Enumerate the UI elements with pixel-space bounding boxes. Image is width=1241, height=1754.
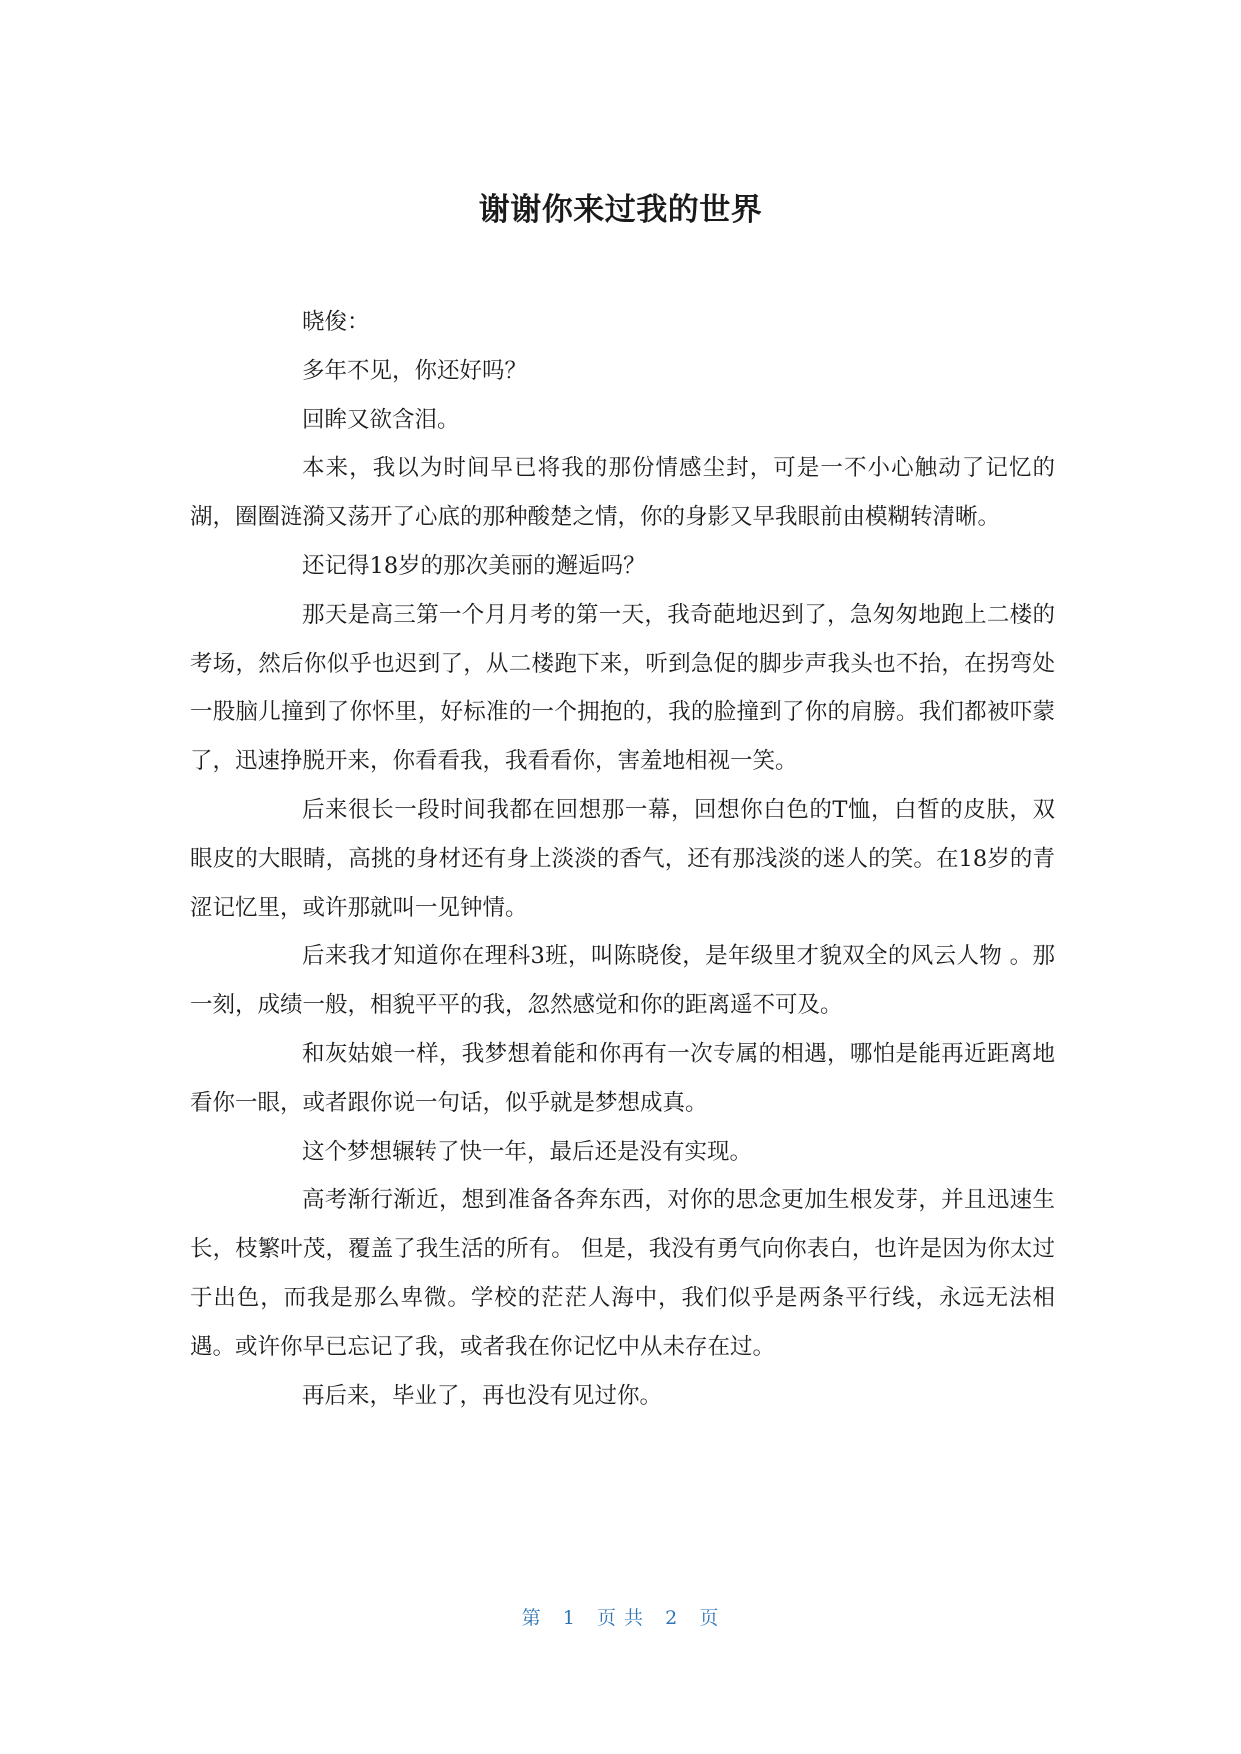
page-title: 谢谢你来过我的世界 — [478, 192, 763, 228]
current-page-number: 1 — [562, 1607, 576, 1629]
paragraph: 还记得18岁的那次美丽的邂逅吗？ — [302, 552, 646, 579]
paragraph: 高考渐行渐近，想到准备各奔东西，对你的思念更加生根发芽，并且迅速生长，枝繁叶茂，覆盖了我生活的所有。 但是，我没有勇气向你表白，也许是因为你太过于出色，而我是那么卑微。学校的茫茫人海中，我们似乎是两条平行线，永远无法相遇。或许你早已忘记了我，或者我在你记忆中从未存在过。 — [190, 1187, 1055, 1360]
paragraph: 后来很长一段时间我都在回想那一幕，回想你白色的T恤，白皙的皮肤，双眼皮的大眼睛，高挑的身材还有身上淡淡的香气，还有那浅淡的迷人的笑。在18岁的青涩记忆里，或许那就叫一见钟情。 — [190, 796, 1055, 921]
paragraph: 那天是高三第一个月月考的第一天，我奇葩地迟到了，急匆匆地跑上二楼的考场，然后你似乎也迟到了，从二楼跑下来，听到急促的脚步声我头也不抬，在拐弯处一股脑儿撞到了你怀里，好标准的一个拥抱的，我的脸撞到了你的肩膀。我们都被吓蒙了，迅速挣脱开来，你看看我，我看看你，害羞地相视一笑。 — [190, 601, 1055, 775]
paragraph: 晓俊： — [302, 309, 370, 335]
paragraph: 回眸又欲含泪。 — [302, 406, 460, 433]
page-label-mid: 页 共 — [596, 1607, 645, 1629]
paragraph: 再后来，毕业了，再也没有见过你。 — [302, 1382, 663, 1409]
paragraph: 后来我才知道你在理科3班，叫陈晓俊，是年级里才貌双全的风云人物 。那一刻，成绩一般，相貌平平的我，忽然感觉和你的距离遥不可及。 — [190, 943, 1055, 1019]
page-label-prefix: 第 — [521, 1607, 542, 1629]
page-footer — [0, 1603, 1241, 1630]
document-body — [190, 298, 1055, 1420]
total-pages-number: 2 — [665, 1607, 679, 1629]
page-label-suffix: 页 — [699, 1607, 720, 1629]
paragraph: 本来，我以为时间早已将我的那份情感尘封，可是一不小心触动了记忆的湖，圈圈涟漪又荡开了心底的那种酸楚之情，你的身影又早我眼前由模糊转清晰。 — [190, 455, 1055, 531]
paragraph: 多年不见，你还好吗？ — [302, 357, 528, 384]
paragraph: 这个梦想辗转了快一年，最后还是没有实现。 — [302, 1138, 753, 1165]
paragraph: 和灰姑娘一样，我梦想着能和你再有一次专属的相遇，哪怕是能再近距离地看你一眼，或者跟你说一句话，似乎就是梦想成真。 — [190, 1040, 1055, 1116]
